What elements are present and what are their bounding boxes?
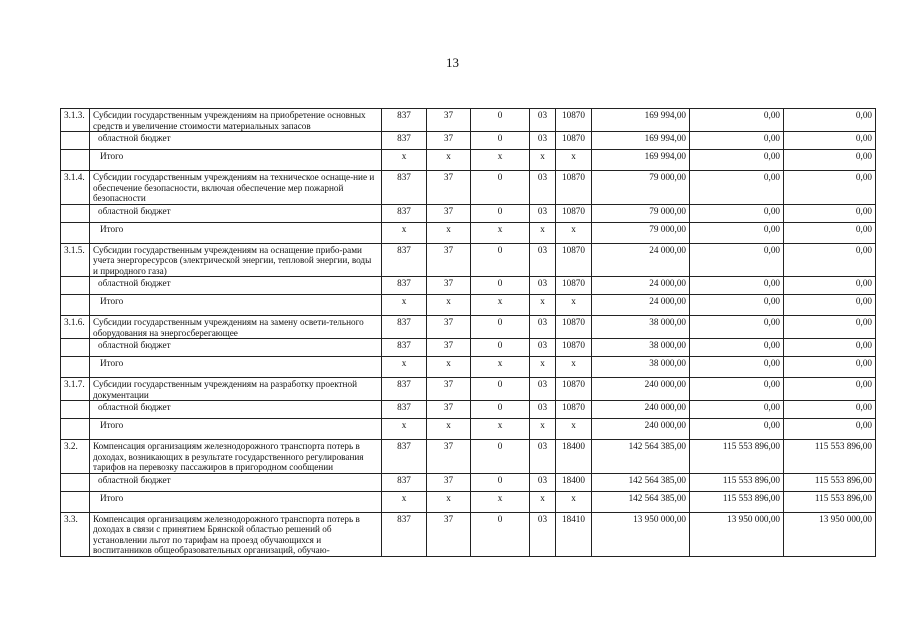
- amount-year-1: 38 000,00: [592, 316, 690, 339]
- code-admin: 837: [382, 473, 427, 491]
- table-row-regional-budget: [61, 473, 876, 491]
- code-subprogram: 0: [471, 277, 530, 295]
- row-number: [61, 357, 90, 378]
- code-direction: 10870: [556, 109, 592, 132]
- code-event: 03: [530, 204, 556, 222]
- row-description: Итого: [90, 150, 382, 171]
- amount-year-3: 115 553 896,00: [784, 473, 876, 491]
- code-event: 03: [530, 277, 556, 295]
- amount-year-2: 0,00: [690, 222, 784, 243]
- table-row-total: [61, 222, 876, 243]
- code-admin: 837: [382, 171, 427, 205]
- code-subprogram: 0: [471, 204, 530, 222]
- amount-year-1: 240 000,00: [592, 378, 690, 401]
- amount-year-3: 0,00: [784, 243, 876, 277]
- code-event: 03: [530, 473, 556, 491]
- amount-year-2: 0,00: [690, 171, 784, 205]
- row-number: [61, 204, 90, 222]
- code-direction: 10870: [556, 339, 592, 357]
- code-subprogram: х: [471, 491, 530, 512]
- code-admin: 837: [382, 316, 427, 339]
- code-subprogram: 0: [471, 243, 530, 277]
- amount-year-2: 0,00: [690, 109, 784, 132]
- code-subprogram: 0: [471, 401, 530, 419]
- code-admin: х: [382, 295, 427, 316]
- table-row-total: [61, 357, 876, 378]
- code-event: 03: [530, 512, 556, 556]
- code-event: х: [530, 357, 556, 378]
- amount-year-1: 142 564 385,00: [592, 491, 690, 512]
- table-row-item: [61, 243, 876, 277]
- code-program: 37: [427, 132, 471, 150]
- code-event: х: [530, 222, 556, 243]
- table-row-total: [61, 419, 876, 440]
- code-program: х: [427, 491, 471, 512]
- amount-year-1: 79 000,00: [592, 204, 690, 222]
- code-admin: х: [382, 222, 427, 243]
- code-program: х: [427, 150, 471, 171]
- amount-year-2: 115 553 896,00: [690, 491, 784, 512]
- amount-year-3: 115 553 896,00: [784, 491, 876, 512]
- code-event: 03: [530, 243, 556, 277]
- code-program: 37: [427, 473, 471, 491]
- amount-year-1: 142 564 385,00: [592, 440, 690, 474]
- code-event: х: [530, 419, 556, 440]
- code-direction: 18400: [556, 473, 592, 491]
- code-event: 03: [530, 440, 556, 474]
- code-program: 37: [427, 243, 471, 277]
- row-number: [61, 295, 90, 316]
- amount-year-3: 0,00: [784, 204, 876, 222]
- code-subprogram: 0: [471, 171, 530, 205]
- code-direction: 10870: [556, 132, 592, 150]
- code-admin: 837: [382, 440, 427, 474]
- code-program: 37: [427, 316, 471, 339]
- amount-year-3: 0,00: [784, 316, 876, 339]
- amount-year-3: 0,00: [784, 357, 876, 378]
- code-direction: 10870: [556, 277, 592, 295]
- code-admin: 837: [382, 378, 427, 401]
- amount-year-2: 0,00: [690, 339, 784, 357]
- code-subprogram: х: [471, 357, 530, 378]
- amount-year-3: 0,00: [784, 109, 876, 132]
- code-admin: х: [382, 419, 427, 440]
- amount-year-3: 0,00: [784, 339, 876, 357]
- row-description: Итого: [90, 491, 382, 512]
- row-number: 3.1.5.: [61, 243, 90, 277]
- table-row-total: [61, 150, 876, 171]
- row-description: областной бюджет: [90, 339, 382, 357]
- row-number: 3.2.: [61, 440, 90, 474]
- code-event: х: [530, 295, 556, 316]
- amount-year-1: 169 994,00: [592, 109, 690, 132]
- code-subprogram: 0: [471, 132, 530, 150]
- row-number: [61, 473, 90, 491]
- code-subprogram: 0: [471, 440, 530, 474]
- row-description: Субсидии государственным учреждениям на оснащение прибо-рами учета энергоресурсов (электрической энергии, тепловой энергии, воды и природного газа): [90, 243, 382, 277]
- row-description: Субсидии государственным учреждениям на замену освети-тельного оборудования на энергосберегающее: [90, 316, 382, 339]
- code-event: 03: [530, 316, 556, 339]
- code-program: 37: [427, 401, 471, 419]
- table-row-item: [61, 316, 876, 339]
- amount-year-1: 240 000,00: [592, 401, 690, 419]
- row-number: [61, 132, 90, 150]
- code-admin: 837: [382, 277, 427, 295]
- table-row-regional-budget: [61, 339, 876, 357]
- amount-year-2: 0,00: [690, 378, 784, 401]
- amount-year-2: 0,00: [690, 401, 784, 419]
- table-body: [61, 109, 876, 557]
- amount-year-2: 13 950 000,00: [690, 512, 784, 556]
- row-number: 3.1.7.: [61, 378, 90, 401]
- code-program: 37: [427, 378, 471, 401]
- code-event: 03: [530, 171, 556, 205]
- budget-table: [60, 108, 876, 557]
- table-row-item: [61, 440, 876, 474]
- amount-year-3: 0,00: [784, 378, 876, 401]
- row-description: областной бюджет: [90, 277, 382, 295]
- amount-year-1: 142 564 385,00: [592, 473, 690, 491]
- code-direction: 10870: [556, 204, 592, 222]
- row-number: 3.1.6.: [61, 316, 90, 339]
- code-program: 37: [427, 277, 471, 295]
- amount-year-1: 240 000,00: [592, 419, 690, 440]
- table-row-total: [61, 295, 876, 316]
- amount-year-2: 0,00: [690, 243, 784, 277]
- amount-year-2: 0,00: [690, 419, 784, 440]
- code-subprogram: х: [471, 419, 530, 440]
- amount-year-1: 169 994,00: [592, 150, 690, 171]
- row-number: 3.3.: [61, 512, 90, 556]
- table-row-regional-budget: [61, 204, 876, 222]
- amount-year-1: 24 000,00: [592, 295, 690, 316]
- code-admin: 837: [382, 109, 427, 132]
- row-number: [61, 491, 90, 512]
- code-event: 03: [530, 109, 556, 132]
- row-description: Субсидии государственным учреждениям на техническое оснаще-ние и обеспечение безопасности, включая обеспечение мер пожарной безопасности: [90, 171, 382, 205]
- code-direction: х: [556, 491, 592, 512]
- amount-year-3: 0,00: [784, 277, 876, 295]
- table-row-item: [61, 378, 876, 401]
- code-program: 37: [427, 440, 471, 474]
- row-description: Компенсация организациям железнодорожного транспорта потерь в доходах, возникающих в результате государственного регулирования тарифов на перевозку пассажиров в пригородном сообщении: [90, 440, 382, 474]
- code-admin: 837: [382, 401, 427, 419]
- row-description: областной бюджет: [90, 473, 382, 491]
- row-description: Итого: [90, 222, 382, 243]
- amount-year-3: 115 553 896,00: [784, 440, 876, 474]
- code-admin: 837: [382, 512, 427, 556]
- row-description: Субсидии государственным учреждениям на разработку проектной документации: [90, 378, 382, 401]
- code-admin: 837: [382, 132, 427, 150]
- amount-year-2: 0,00: [690, 277, 784, 295]
- code-direction: 18400: [556, 440, 592, 474]
- code-subprogram: х: [471, 222, 530, 243]
- code-subprogram: 0: [471, 339, 530, 357]
- row-description: Итого: [90, 357, 382, 378]
- code-event: х: [530, 150, 556, 171]
- code-event: 03: [530, 401, 556, 419]
- page-number: 13: [446, 55, 459, 70]
- code-admin: 837: [382, 204, 427, 222]
- code-admin: х: [382, 150, 427, 171]
- row-description: областной бюджет: [90, 401, 382, 419]
- code-direction: х: [556, 357, 592, 378]
- code-event: 03: [530, 378, 556, 401]
- code-direction: 18410: [556, 512, 592, 556]
- code-direction: 10870: [556, 171, 592, 205]
- code-subprogram: 0: [471, 512, 530, 556]
- row-description: областной бюджет: [90, 204, 382, 222]
- table-row-item: [61, 109, 876, 132]
- amount-year-2: 115 553 896,00: [690, 473, 784, 491]
- code-admin: х: [382, 357, 427, 378]
- row-description: Субсидии государственным учреждениям на приобретение основных средств и увеличение стоимости материальных запасов: [90, 109, 382, 132]
- row-number: [61, 419, 90, 440]
- amount-year-2: 0,00: [690, 357, 784, 378]
- row-description: Компенсация организациям железнодорожного транспорта потерь в доходах в связи с принятием Брянской областью решений об установлении льгот по тарифам на проезд обучающихся и воспитанников общеобразовательных организаций, обучаю-: [90, 512, 382, 556]
- code-event: х: [530, 491, 556, 512]
- row-number: [61, 222, 90, 243]
- amount-year-3: 13 950 000,00: [784, 512, 876, 556]
- amount-year-2: 0,00: [690, 295, 784, 316]
- code-direction: 10870: [556, 401, 592, 419]
- code-admin: 837: [382, 339, 427, 357]
- code-program: х: [427, 357, 471, 378]
- code-direction: х: [556, 222, 592, 243]
- code-direction: х: [556, 295, 592, 316]
- amount-year-2: 0,00: [690, 132, 784, 150]
- amount-year-3: 0,00: [784, 150, 876, 171]
- amount-year-1: 24 000,00: [592, 277, 690, 295]
- row-number: [61, 277, 90, 295]
- row-description: областной бюджет: [90, 132, 382, 150]
- amount-year-2: 0,00: [690, 316, 784, 339]
- amount-year-3: 0,00: [784, 171, 876, 205]
- code-subprogram: 0: [471, 316, 530, 339]
- table-row-item: [61, 171, 876, 205]
- table-row-regional-budget: [61, 401, 876, 419]
- code-direction: 10870: [556, 378, 592, 401]
- code-subprogram: 0: [471, 109, 530, 132]
- code-event: 03: [530, 339, 556, 357]
- code-direction: х: [556, 150, 592, 171]
- code-admin: 837: [382, 243, 427, 277]
- table-row-regional-budget: [61, 277, 876, 295]
- amount-year-1: 79 000,00: [592, 171, 690, 205]
- amount-year-1: 38 000,00: [592, 339, 690, 357]
- code-program: 37: [427, 171, 471, 205]
- code-program: 37: [427, 109, 471, 132]
- code-program: 37: [427, 512, 471, 556]
- code-program: х: [427, 295, 471, 316]
- code-event: 03: [530, 132, 556, 150]
- amount-year-2: 115 553 896,00: [690, 440, 784, 474]
- row-number: [61, 150, 90, 171]
- amount-year-1: 24 000,00: [592, 243, 690, 277]
- amount-year-2: 0,00: [690, 150, 784, 171]
- code-direction: 10870: [556, 316, 592, 339]
- amount-year-3: 0,00: [784, 401, 876, 419]
- amount-year-1: 79 000,00: [592, 222, 690, 243]
- amount-year-1: 169 994,00: [592, 132, 690, 150]
- row-number: 3.1.4.: [61, 171, 90, 205]
- amount-year-3: 0,00: [784, 222, 876, 243]
- code-subprogram: 0: [471, 378, 530, 401]
- amount-year-1: 13 950 000,00: [592, 512, 690, 556]
- code-admin: х: [382, 491, 427, 512]
- row-number: 3.1.3.: [61, 109, 90, 132]
- row-number: [61, 339, 90, 357]
- code-subprogram: х: [471, 295, 530, 316]
- code-program: 37: [427, 204, 471, 222]
- code-subprogram: 0: [471, 473, 530, 491]
- code-direction: х: [556, 419, 592, 440]
- amount-year-1: 38 000,00: [592, 357, 690, 378]
- code-program: х: [427, 222, 471, 243]
- code-program: х: [427, 419, 471, 440]
- amount-year-3: 0,00: [784, 295, 876, 316]
- row-number: [61, 401, 90, 419]
- table-row-total: [61, 491, 876, 512]
- code-program: 37: [427, 339, 471, 357]
- code-direction: 10870: [556, 243, 592, 277]
- amount-year-3: 0,00: [784, 419, 876, 440]
- row-description: Итого: [90, 419, 382, 440]
- code-subprogram: х: [471, 150, 530, 171]
- table-row-regional-budget: [61, 132, 876, 150]
- amount-year-3: 0,00: [784, 132, 876, 150]
- row-description: Итого: [90, 295, 382, 316]
- amount-year-2: 0,00: [690, 204, 784, 222]
- table-row-item: [61, 512, 876, 556]
